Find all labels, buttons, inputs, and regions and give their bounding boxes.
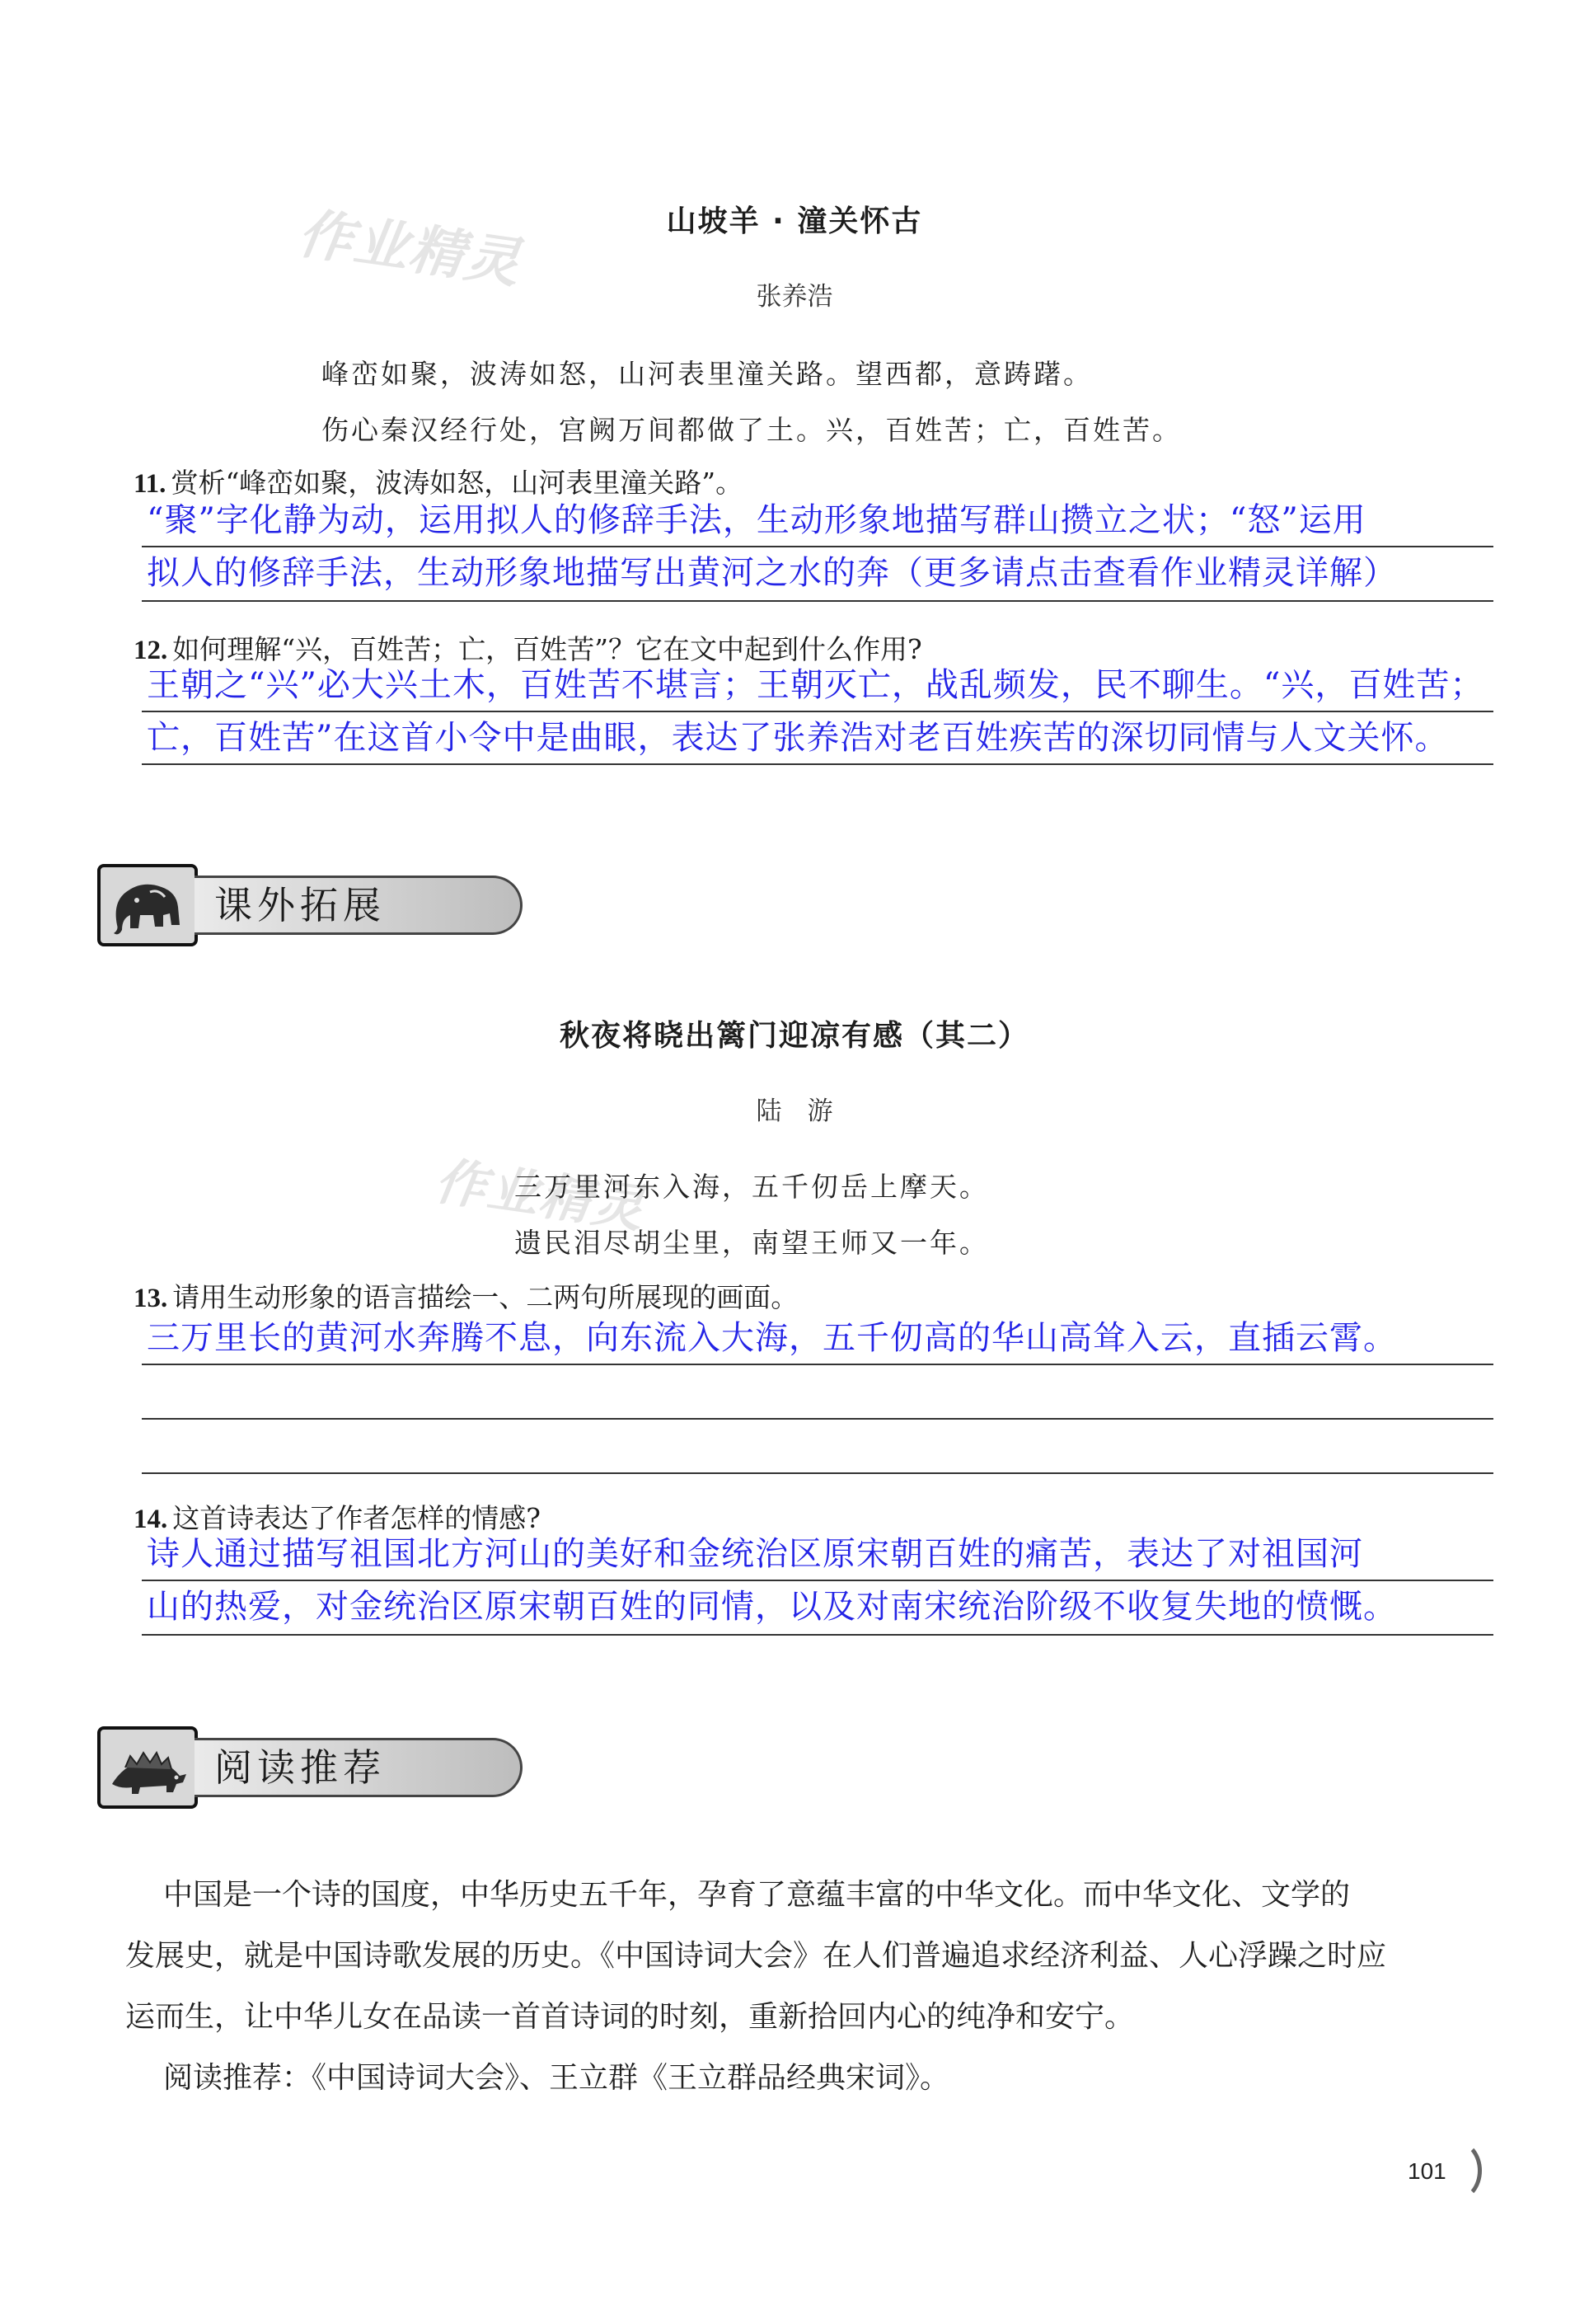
answer-line: 三万里长的黄河水奔腾不息，向东流入大海，五千仞高的华山高耸入云，直插云霄。: [147, 1319, 1397, 1357]
poem-line: 遗民泪尽胡尘里，南望王师又一年。: [514, 1227, 989, 1259]
answer-line: 拟人的修辞手法，生动形象地描写出黄河之水的奔（更多请点击查看作业精灵详解）: [147, 554, 1397, 592]
section-title: 课外拓展: [214, 883, 386, 927]
answer-rule: [142, 1472, 1493, 1474]
poem-author: 张养浩: [756, 282, 833, 312]
paragraph-line: 运而生，让中华儿女在品读一首首诗词的时刻，重新拾回内心的纯净和安宁。: [125, 2000, 1135, 2034]
poem-line: 三万里河东入海，五千仞岳上摩天。: [514, 1171, 989, 1203]
answer-line: 山的热爱，对金统治区原宋朝百姓的同情，以及对南宋统治阶级不收复失地的愤慨。: [147, 1588, 1397, 1626]
poem-line: 峰峦如聚，波涛如怒，山河表里潼关路。望西都，意踌躇。: [321, 358, 1093, 390]
section-banner-extension: [97, 864, 427, 946]
answer-rule: [142, 600, 1493, 602]
answer-line: “聚”字化静为动，运用拟人的修辞手法，生动形象地描写群山攒立之状；“怒”运用: [147, 501, 1366, 539]
poem-line: 伤心秦汉经行处，宫阙万间都做了土。兴，百姓苦；亡，百姓苦。: [321, 414, 1182, 446]
answer-rule: [142, 711, 1493, 712]
section-banner-reading: [97, 1726, 427, 1809]
poem-title: 秋夜将晓出篱门迎凉有感（其二）: [559, 1019, 1029, 1053]
answer-rule: [142, 1634, 1493, 1636]
poem-title: 山坡羊 · 潼关怀古: [666, 204, 923, 238]
poem-author: 陆 游: [756, 1096, 833, 1126]
watermark: 作业精灵: [431, 1150, 649, 1240]
dinosaur-icon: [97, 1726, 198, 1809]
paragraph-line: 中国是一个诗的国度，中华历史五千年，孕育了意蕴丰富的中华文化。而中华文化、文学的: [163, 1878, 1351, 1912]
paragraph-line: 发展史，就是中国诗歌发展的历史。《中国诗词大会》在人们普遍追求经济利益、人心浮躁之时应: [125, 1939, 1387, 1973]
question-13: [134, 1276, 798, 1315]
question-number: 12.: [134, 636, 168, 665]
page-number: 101: [1408, 2158, 1446, 2184]
answer-line: 王朝之“兴”必大兴土木，百姓苦不堪言；王朝灭亡，战乱频发，民不聊生。“兴，百姓苦；: [147, 666, 1484, 704]
question-text: 如何理解“兴，百姓苦；亡，百姓苦”？它在文中起到什么作用?: [172, 633, 922, 665]
question-number: 13.: [134, 1284, 168, 1313]
reading-recommend: 阅读推荐：《中国诗词大会》、王立群《王立群品经典宋词》。: [163, 2061, 950, 2095]
elephant-icon: [97, 864, 198, 946]
question-number: 11.: [134, 469, 166, 499]
question-text: 请用生动形象的语言描绘一、二两句所展现的画面。: [172, 1281, 799, 1313]
question-11: [134, 462, 743, 500]
answer-rule: [142, 546, 1493, 547]
question-text: 这首诗表达了作者怎样的情感?: [172, 1502, 541, 1534]
answer-line: 诗人通过描写祖国北方河山的美好和金统治区原宋朝百姓的痛苦，表达了对祖国河: [147, 1535, 1363, 1573]
reading-paragraph: [125, 1865, 1502, 2109]
answer-line: 亡，百姓苦”在这首小令中是曲眼，表达了张养浩对老百姓疾苦的深切同情与人文关怀。: [147, 719, 1449, 757]
answer-rule: [142, 763, 1493, 765]
answer-rule: [142, 1418, 1493, 1420]
question-text: 赏析“峰峦如聚，波涛如怒，山河表里潼关路”。: [171, 467, 743, 499]
section-title: 阅读推荐: [214, 1745, 386, 1790]
question-number: 14.: [134, 1505, 168, 1534]
answer-rule: [142, 1364, 1493, 1365]
answer-rule: [142, 1580, 1493, 1581]
watermark: 作业精灵: [294, 201, 526, 296]
